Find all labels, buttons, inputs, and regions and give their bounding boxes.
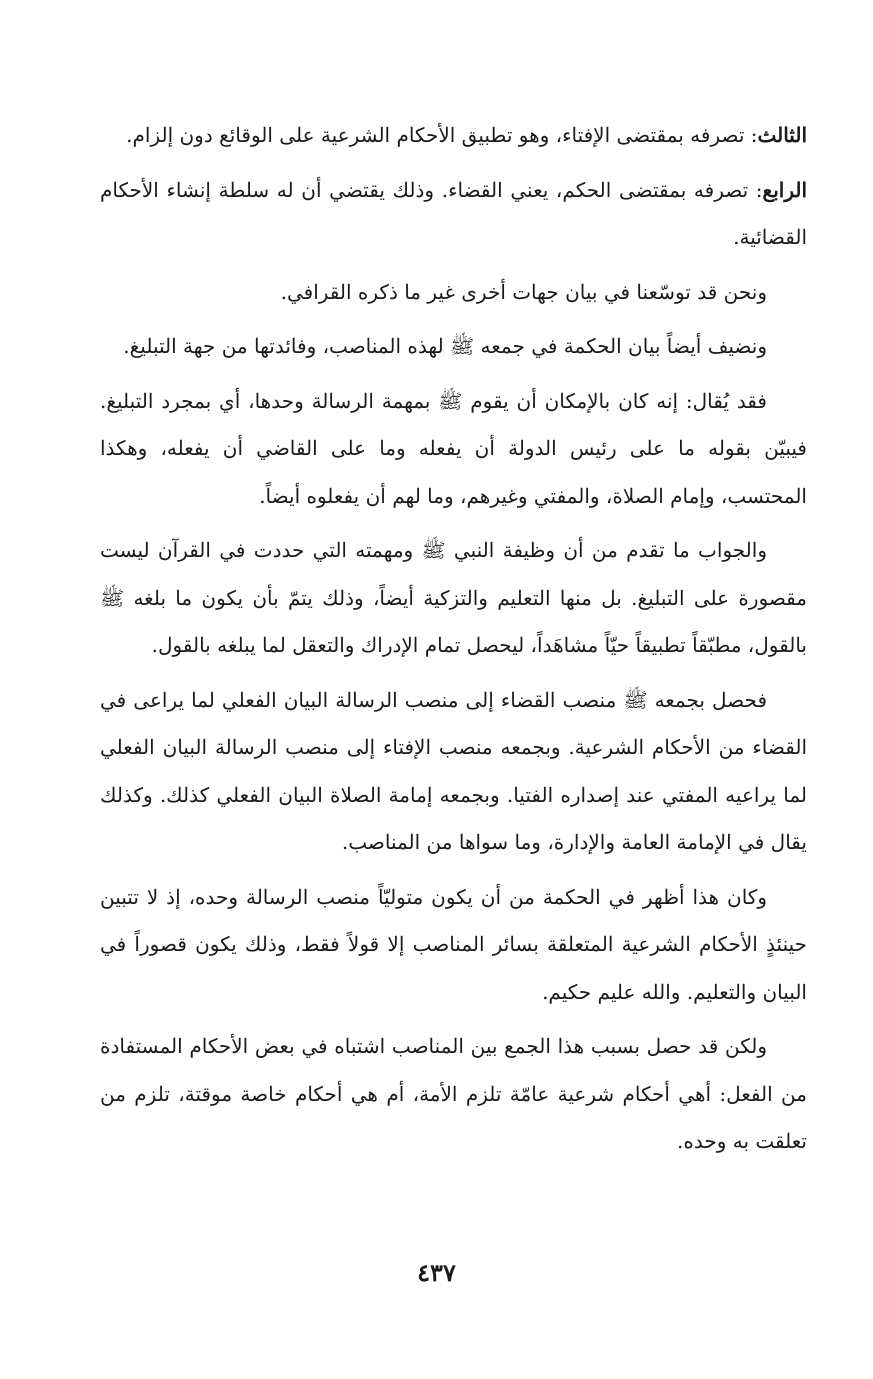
paragraph: وكان هذا أظهر في الحكمة من أن يكون متوليّاً منصب الرسالة وحده، إذ لا تتبين حينئذٍ الأحكام الشرعية المتعلقة بسائر المناصب إلا قولاً فقط، وذلك يكون قصوراً في البيان والتعليم. والله عليم حكيم. bbox=[100, 884, 807, 1004]
paragraph-label: الرابع bbox=[762, 177, 807, 202]
paragraph: والجواب ما تقدم من أن وظيفة النبي ﷺ ومهمته التي حددت في القرآن ليست مقصورة على التبليغ. بل منها التعليم والتزكية أيضاً، وذلك يتمّ بأن يكون ما بلغه ﷺ بالقول، مطبّقاً تطبيقاً حيّاً مشاهَداً، ليحصل تمام الإدراك والتعقل لما يبلغه بالقول. bbox=[100, 538, 807, 657]
paragraph: ونحن قد توسّعنا في بيان جهات أخرى غير ما ذكره القرافي. bbox=[280, 279, 767, 304]
paragraph: ولكن قد حصل بسبب هذا الجمع بين المناصب اشتباه في بعض الأحكام المستفادة من الفعل: أهي أحكام شرعية عامّة تلزم الأمة، أم هي أحكام خاصة موقتة، تلزم من تعلقت به وحده. bbox=[100, 1034, 807, 1153]
paragraph-fourth-role bbox=[100, 167, 807, 262]
body-text bbox=[100, 112, 807, 1173]
paragraph: ونضيف أيضاً بيان الحكمة في جمعه ﷺ لهذه المناصب، وفائدتها من جهة التبليغ. bbox=[123, 334, 767, 358]
paragraph: فقد يُقال: إنه كان بالإمكان أن يقوم ﷺ بمهمة الرسالة وحدها، أي بمجرد التبليغ. فيبيّن بقوله ما على رئيس الدولة أن يفعله وما على القاضي أن يفعله، وهكذا المحتسب، وإمام الصلاة، والمفتي وغيرهم، وما لهم أن يفعلوه أيضاً. bbox=[100, 388, 807, 508]
page-number: ٤٣٧ bbox=[417, 1258, 456, 1287]
paragraph-third-role bbox=[100, 112, 807, 160]
paragraph-text: : تصرفه بمقتضى الحكم، يعني القضاء. وذلك يقتضي أن له سلطة إنشاء الأحكام القضائية. bbox=[100, 177, 807, 249]
paragraph-label: الثالث bbox=[757, 123, 807, 147]
paragraph-text: : تصرفه بمقتضى الإفتاء، وهو تطبيق الأحكام الشرعية على الوقائع دون إلزام. bbox=[126, 123, 758, 147]
paragraph: فحصل بجمعه ﷺ منصب القضاء إلى منصب الرسالة البيان الفعلي لما يراعى في القضاء من الأحكام الشرعية. وبجمعه منصب الإفتاء إلى منصب الرسالة البيان الفعلي لما يراعيه المفتي عند إصداره الفتيا. وبجمعه إمامة الصلاة البيان الفعلي كذلك. وكذلك يقال في الإمامة العامة والإدارة، وما سواها من المناصب. bbox=[100, 687, 807, 854]
